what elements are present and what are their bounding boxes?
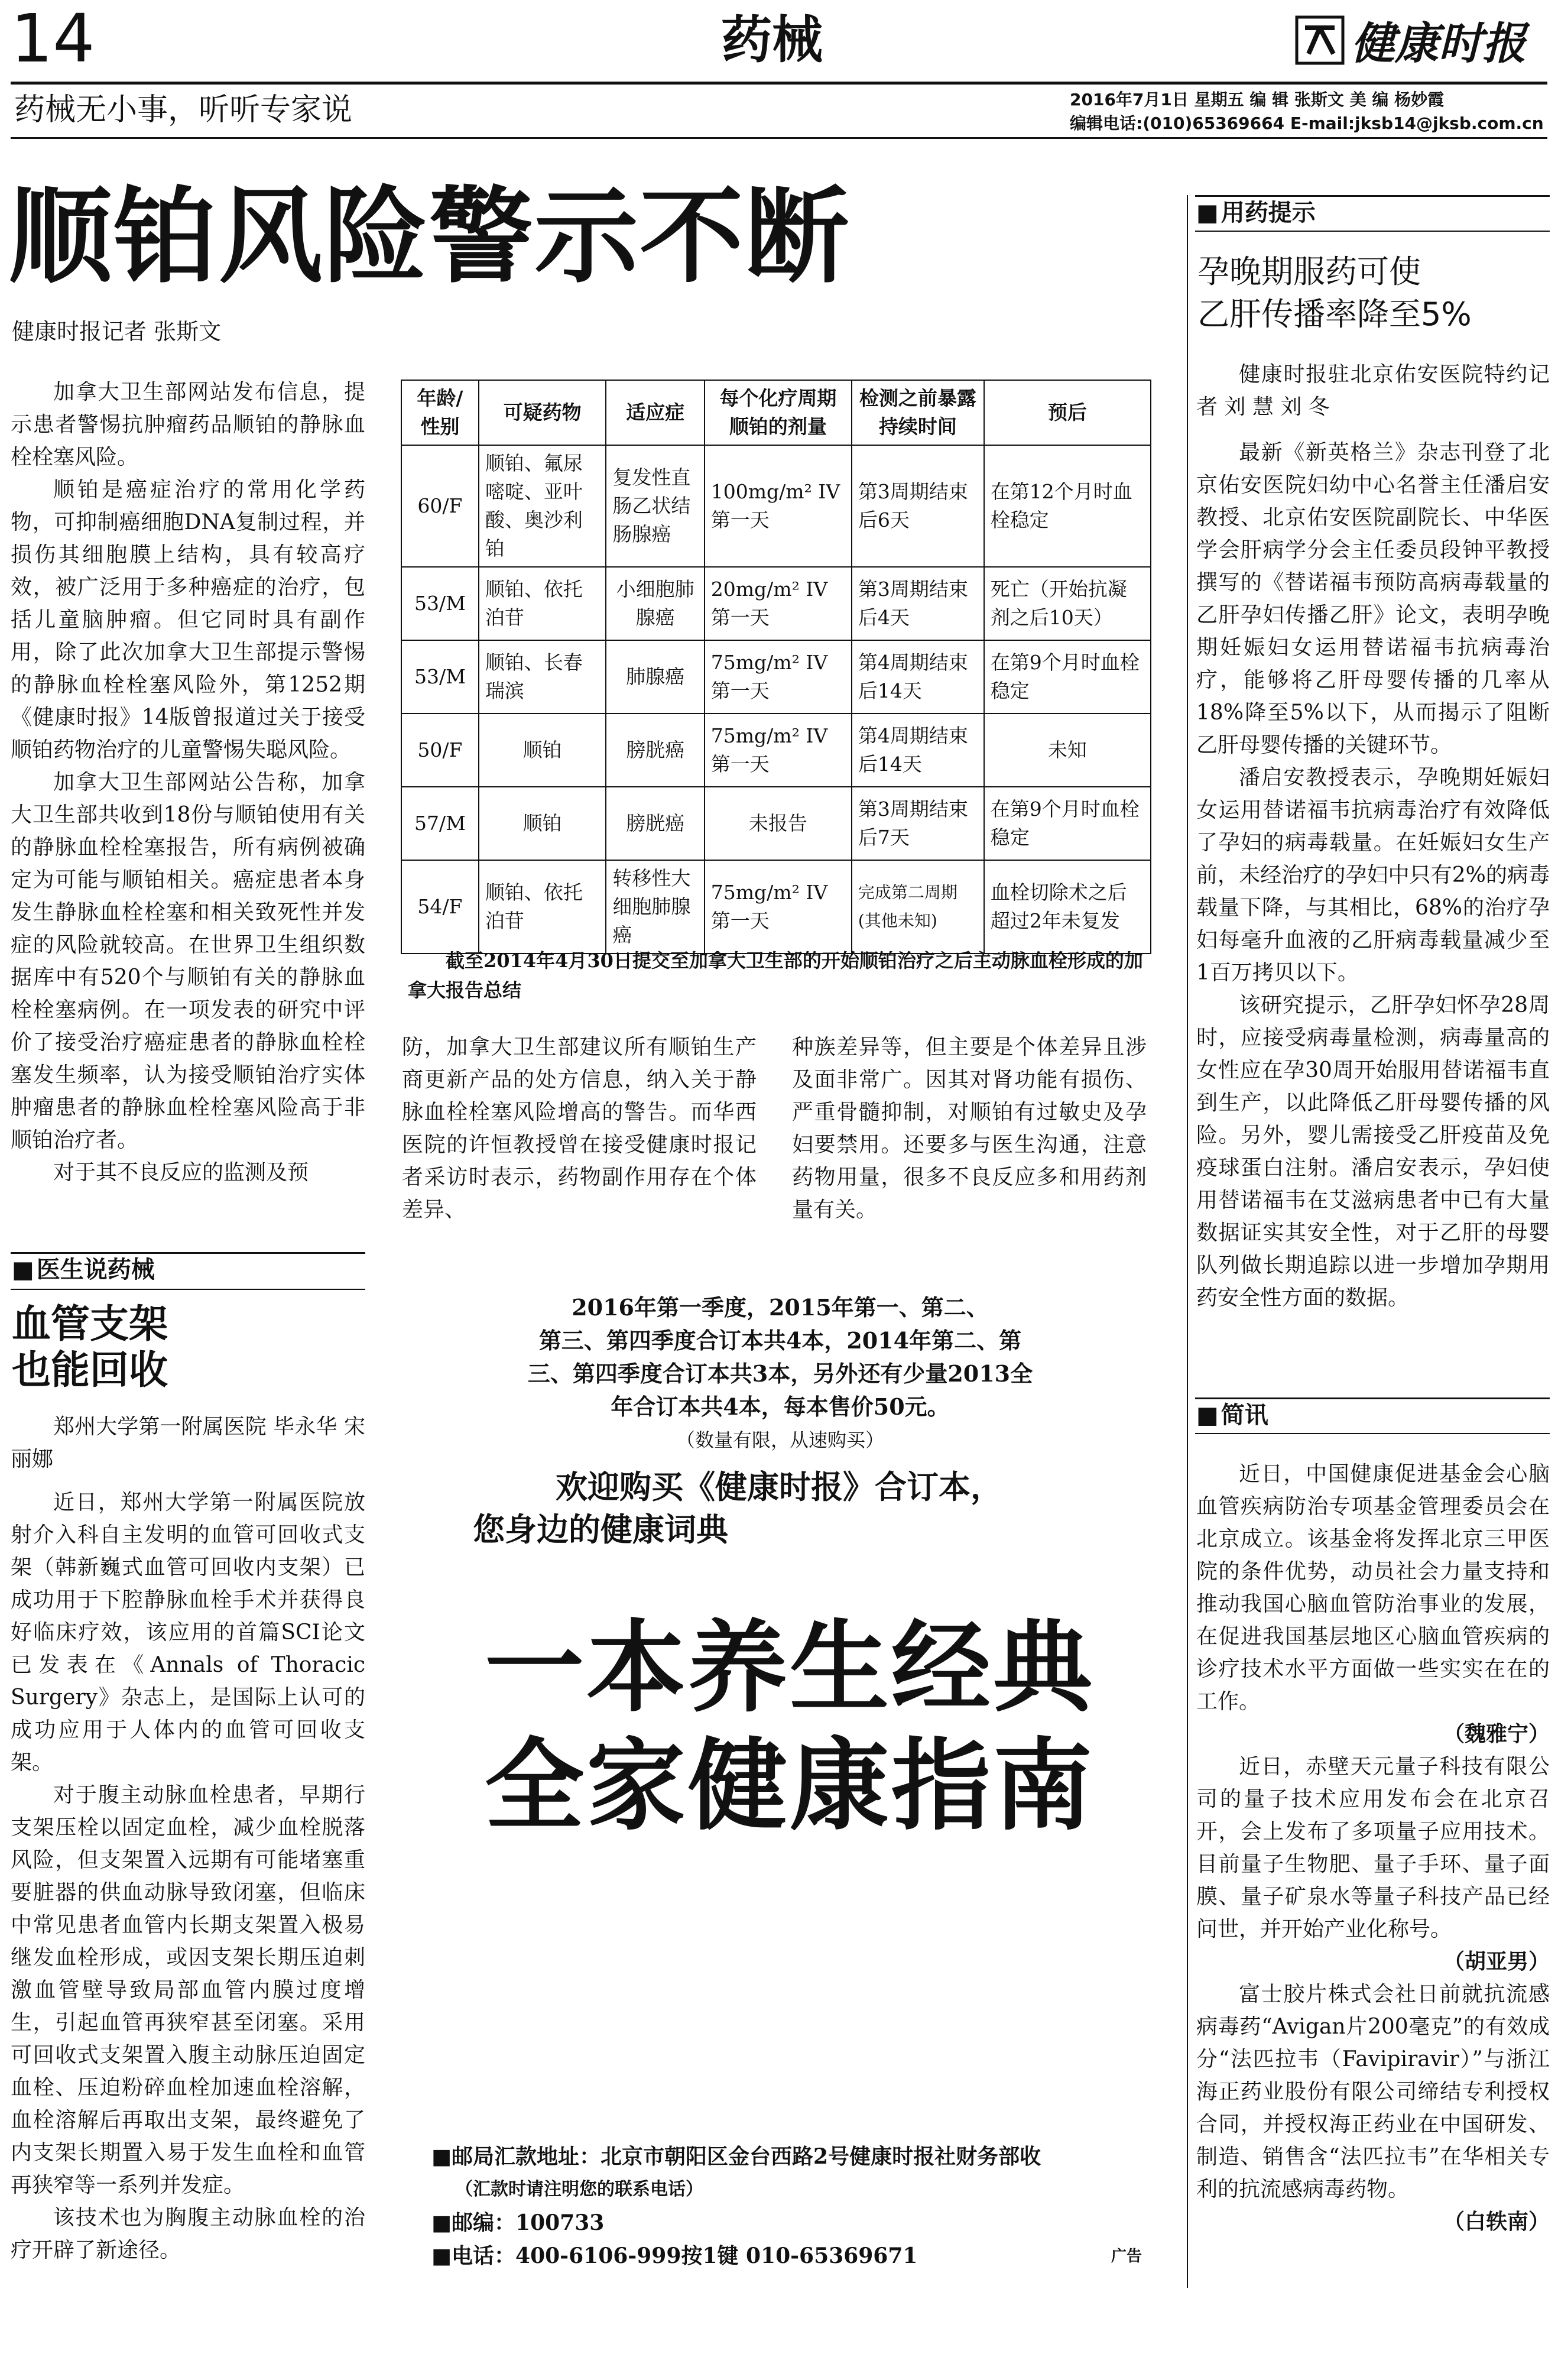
- table-cell: 第3周期结束后6天: [852, 445, 984, 567]
- news-item-text: 富士胶片株式会社日前就抗流感病毒药“Avigan片200毫克”的有效成分“法匹拉韦（Favipiravir）”与浙江海正药业股份有限公司缔结专利授权合同，并授权海正药业在中国研发、制造、销售含“法匹拉韦”在华相关专利的抗流感病毒药物。: [1196, 1982, 1550, 2201]
- news-item-credit: （胡亚男）: [1443, 1950, 1550, 1974]
- doctor-section-label: ■ 医生说药械: [12, 1253, 155, 1286]
- masthead-logo: [1294, 11, 1526, 70]
- news-item-credit: （魏雅宁）: [1443, 1722, 1550, 1746]
- table-cell: 75mg/m² IV 第一天: [705, 640, 852, 714]
- drug-tip-byline-text: 健康时报驻北京佑安医院特约记者 刘 慧 刘 冬: [1196, 362, 1550, 419]
- ad-welcome-line: 欢迎购买《健康时报》合订本，: [556, 1468, 1002, 1506]
- ad-slogan-line: 一本养生经典: [485, 1609, 1095, 1726]
- table-cell: 75mg/m² IV 第一天: [705, 714, 852, 787]
- table-row: [401, 714, 1151, 787]
- table-header-cell: 可疑药物: [479, 380, 606, 445]
- table-cell: 75mg/m² IV 第一天: [705, 860, 852, 954]
- drug-tip-headline: [1197, 251, 1552, 336]
- date-line: 2016年7月1日 星期五 编 辑 张斯文 美 编 杨妙霞: [1070, 90, 1445, 109]
- section-title: 药械: [721, 10, 823, 70]
- table-cell: 50/F: [401, 714, 479, 787]
- drug-tip-paragraph: 该研究提示，乙肝孕妇怀孕28周时，应接受病毒量检测，病毒量高的女性应在孕30周开始服用替诺福韦直到生产，以此降低乙肝母婴传播的风险。另外，婴儿需接受乙肝疫苗及免疫球蛋白注射。潘启安表示，孕妇使用替诺福韦在艾滋病患者中已有大量数据证实其安全性，对于乙肝的母婴队列做长期追踪以进一步增加孕期用药安全性方面的数据。: [1196, 993, 1550, 1310]
- drug-tip-paragraph: 潘启安教授表示，孕晚期妊娠妇女运用替诺福韦抗病毒治疗有效降低了孕妇的病毒载量。在妊娠妇女生产前，未经治疗的孕妇中只有2%的病毒载量下降，与其相比，68%的治疗孕妇每毫升血液的乙肝病毒载量减少至1百万拷贝以下。: [1196, 766, 1550, 985]
- ad-welcome: [473, 1466, 1147, 1551]
- news-item-credit: （白轶南）: [1443, 2210, 1550, 2234]
- ad-postcode: ■邮编：100733: [431, 2210, 605, 2235]
- doctor-headline-2: 也能回收: [12, 1347, 168, 1393]
- table-cell: 顺铂、长春瑞滨: [479, 640, 606, 714]
- table-cell: 第3周期结束后4天: [852, 567, 984, 640]
- table-cell: 顺铂: [479, 787, 606, 860]
- table-cell: 54/F: [401, 860, 479, 954]
- table-cell: 在第9个月时血栓稳定: [984, 787, 1151, 860]
- drug-tip-body: [1196, 436, 1550, 1314]
- table-cell: 60/F: [401, 445, 479, 567]
- table-cell: 肺腺癌: [606, 640, 704, 714]
- table-cell: 未报告: [705, 787, 852, 860]
- news-rule-2: [1195, 1433, 1550, 1434]
- main-paragraph: 防，加拿大卫生部建议所有顺铂生产商更新产品的处方信息，纳入关于静脉血栓栓塞风险增高的警告。而华西医院的许恒教授曾在接受健康时报记者采访时表示，药物副作用存在个体差异、: [402, 1035, 757, 1222]
- drug-tip-rule-2: [1195, 231, 1550, 232]
- news-item-text: 近日，赤壁天元量子科技有限公司的量子技术应用发布会在北京召开，会上发布了多项量子应用技术。目前量子生物肥、量子手环、量子面膜、量子矿泉水等量子科技产品已经问世，并开始产业化称号。: [1196, 1755, 1550, 1941]
- table-cell: 顺铂、氟尿嘧啶、亚叶酸、奥沙利铂: [479, 445, 606, 567]
- contact-line: 编辑电话:(010)65369664 E-mail:jksb14@jksb.com.cn: [1070, 114, 1544, 133]
- main-byline: 健康时报记者 张斯文: [12, 319, 222, 345]
- ad-welcome-line: 您身边的健康词典: [473, 1511, 728, 1548]
- doctor-paragraph: 近日，郑州大学第一附属医院放射介入科自主发明的血管可回收式支架（韩新巍式血管可回收内支架）已成功用于下腔静脉血栓手术并获得良好临床疗效，该应用的首篇SCI论文已发表在《Annals of Thoracic Surgery》杂志上，是国际上认可的成功应用于人体内的血管可回收支架。: [11, 1490, 365, 1775]
- cisplatin-table: [401, 380, 1151, 954]
- news-label: ■ 简讯: [1196, 1399, 1268, 1432]
- table-cell: 100mg/m² IV 第一天: [705, 445, 852, 567]
- table-cell: 在第12个月时血栓稳定: [984, 445, 1151, 567]
- drug-tip-headline-line: 孕晚期服药可使: [1197, 253, 1421, 290]
- table-cell: 膀胱癌: [606, 787, 704, 860]
- logo-text: 健康时报: [1351, 18, 1526, 69]
- doctor-byline-text: 郑州大学第一附属医院 毕永华 宋丽娜: [11, 1415, 365, 1471]
- right-column-divider: [1187, 195, 1188, 2288]
- table-cell: 20mg/m² IV 第一天: [705, 567, 852, 640]
- table-row: [401, 567, 1151, 640]
- ad-slogan-line: 全家健康指南: [485, 1727, 1095, 1844]
- table-cell: 第4周期结束后14天: [852, 640, 984, 714]
- table-caption: 截至2014年4月30日提交至加拿大卫生部的开始顺铂治疗之后主动脉血栓形成的加拿大报告总结: [408, 949, 1143, 1001]
- table-cell: 53/M: [401, 640, 479, 714]
- column-motto: 药械无小事，听听专家说: [14, 92, 353, 128]
- main-col-1: [11, 376, 365, 1189]
- table-cell: 转移性大细胞肺腺癌: [606, 860, 704, 954]
- ad-offer-line: 第三、第四季度合订本共4本，2014年第二、第: [538, 1327, 1022, 1354]
- table-cell: 血栓切除术之后超过2年未复发: [984, 860, 1151, 954]
- doctor-body: [11, 1486, 365, 2266]
- main-col-2: [402, 1031, 757, 1226]
- doctor-section-rule-2: [11, 1289, 365, 1290]
- ad-phone: ■电话：400-6106-999按1键 010-65369671: [431, 2243, 918, 2268]
- ad-offer-line: 年合订本共4本，每本售价50元。: [611, 1393, 950, 1420]
- main-paragraph: 对于其不良反应的监测及预: [53, 1160, 309, 1185]
- ad-note: （数量有限，从速购买）: [676, 1429, 884, 1451]
- drug-tip-paragraph: 最新《新英格兰》杂志刊登了北京佑安医院妇幼中心名誉主任潘启安教授、北京佑安医院副院长、中华医学会肝病学分会主任委员段钟平教授撰写的《替诺福韦预防高病毒载量的乙肝孕妇传播乙肝》论文，表明孕晚期妊娠妇女运用替诺福韦抗病毒治疗，能够将乙肝母婴传播的几率从18%降至5%以下，从而揭示了阻断乙肝母婴传播的关键环节。: [1196, 440, 1550, 757]
- table-row: [401, 860, 1151, 954]
- doctor-byline: [11, 1411, 365, 1476]
- doctor-paragraph: 该技术也为胸腹主动脉血栓的治疗开辟了新途径。: [11, 2206, 365, 2262]
- table-cell: 第3周期结束后7天: [852, 787, 984, 860]
- ad-contact: [431, 2140, 1164, 2272]
- ad-offer: [408, 1291, 1153, 1457]
- table-cell: 顺铂: [479, 714, 606, 787]
- main-paragraph: 种族差异等，但主要是个体差异且涉及面非常广。因其对肾功能有损伤、严重骨髓抑制，对顺铂有过敏史及孕妇要禁用。还要多与医生沟通，注意药物用量，很多不良反应多和用药剂量有关。: [792, 1035, 1147, 1222]
- table-cell: 膀胱癌: [606, 714, 704, 787]
- table-cell: 在第9个月时血栓稳定: [984, 640, 1151, 714]
- table-cell: 53/M: [401, 567, 479, 640]
- table-cell: 顺铂、依托泊苷: [479, 860, 606, 954]
- table-row: [401, 787, 1151, 860]
- table-header-row: [401, 380, 1151, 445]
- table-header-cell: 每个化疗周期顺铂的剂量: [705, 380, 852, 445]
- drug-tip-byline: [1196, 358, 1550, 423]
- logo-emblem-icon: [1294, 15, 1345, 66]
- main-col-3: [792, 1031, 1147, 1226]
- table-header-cell: 适应症: [606, 380, 704, 445]
- table-row: [401, 445, 1151, 567]
- table-cell: 57/M: [401, 787, 479, 860]
- table-cell: 复发性直肠乙状结肠腺癌: [606, 445, 704, 567]
- table-cell: 小细胞肺腺癌: [606, 567, 704, 640]
- table-row: [401, 640, 1151, 714]
- table-cell: 第4周期结束后14天: [852, 714, 984, 787]
- main-paragraph: 顺铂是癌症治疗的常用化学药物，可抑制癌细胞DNA复制过程，并损伤其细胞膜上结构，具有较高疗效，被广泛用于多种癌症的治疗，包括儿童脑肿瘤。但它同时具有副作用，除了此次加拿大卫生部提示警惕的静脉血栓栓塞风险外，第1252期《健康时报》14版曾报道过关于接受顺铂药物治疗的儿童警惕失聪风险。: [11, 478, 365, 762]
- main-headline: 顺铂风险警示不断: [8, 175, 851, 297]
- ad-offer-line: 2016年第一季度，2015年第一、第二、: [572, 1294, 989, 1321]
- table-header-cell: 预后: [984, 380, 1151, 445]
- drug-tip-headline-line: 乙肝传播率降至5%: [1197, 296, 1472, 333]
- main-paragraph: 加拿大卫生部网站公告称，加拿大卫生部共收到18份与顺铂使用有关的静脉血栓栓塞报告，所有病例被确定为可能与顺铂相关。癌症患者本身发生静脉血栓栓塞和相关致死性并发症的风险就较高。在世界卫生组织数据库中有520个与顺铂有关的静脉血栓栓塞病例。在一项发表的研究中评价了接受治疗癌症患者的静脉血栓栓塞发生频率，认为接受顺铂治疗实体肿瘤患者的静脉血栓栓塞风险高于非顺铂治疗者。: [11, 770, 365, 1152]
- table-cell: 未知: [984, 714, 1151, 787]
- ad-address: ■邮局汇款地址：北京市朝阳区金台西路2号健康时报社财务部收: [431, 2144, 1041, 2169]
- ad-slogan: [485, 1608, 1135, 1844]
- ad-address-note: （汇款时请注明您的联系电话）: [455, 2179, 703, 2200]
- news-body: [1196, 1458, 1550, 2238]
- ad-offer-line: 三、第四季度合订本共3本，另外还有少量2013全: [527, 1360, 1033, 1387]
- page-number: 14: [11, 1, 95, 77]
- header-rule-top: [11, 82, 1547, 85]
- news-item-text: 近日，中国健康促进基金会心脑血管疾病防治专项基金管理委员会在北京成立。该基金将发挥北京三甲医院的条件优势，动员社会力量支持和推动我国心脑血管防治事业的发展，在促进我国基层地区心脑血管疾病的诊疗技术水平方面做一些实实在在的工作。: [1196, 1462, 1550, 1714]
- main-paragraph: 加拿大卫生部网站发布信息，提示患者警惕抗肿瘤药品顺铂的静脉血栓栓塞风险。: [11, 380, 365, 469]
- drug-tip-label: ■ 用药提示: [1196, 196, 1316, 229]
- table-header-cell: 年龄/性别: [401, 380, 479, 445]
- table-cell: 完成第二周期(其他未知): [852, 860, 984, 954]
- header-rule-bottom: [11, 137, 1547, 139]
- doctor-paragraph: 对于腹主动脉血栓患者，早期行支架压栓以固定血栓，减少血栓脱落风险，但支架置入远期有可能堵塞重要脏器的供血动脉导致闭塞，但临床中常见患者血管内长期支架置入极易继发血栓形成，或因支架长期压迫刺激血管壁导致局部血管内膜过度增生，引起血管再狭窄甚至闭塞。采用可回收式支架置入腹主动脉压迫固定血栓、压迫粉碎血栓加速血栓溶解，血栓溶解后再取出支架，最终避免了内支架长期置入易于发生血栓和血管再狭窄等一系列并发症。: [11, 1783, 365, 2197]
- table-cell: 顺铂、依托泊苷: [479, 567, 606, 640]
- table-header-cell: 检测之前暴露持续时间: [852, 380, 984, 445]
- ad-tag: 广告: [1111, 2248, 1142, 2265]
- doctor-headline-1: 血管支架: [12, 1301, 168, 1347]
- table-cell: 死亡（开始抗凝剂之后10天）: [984, 567, 1151, 640]
